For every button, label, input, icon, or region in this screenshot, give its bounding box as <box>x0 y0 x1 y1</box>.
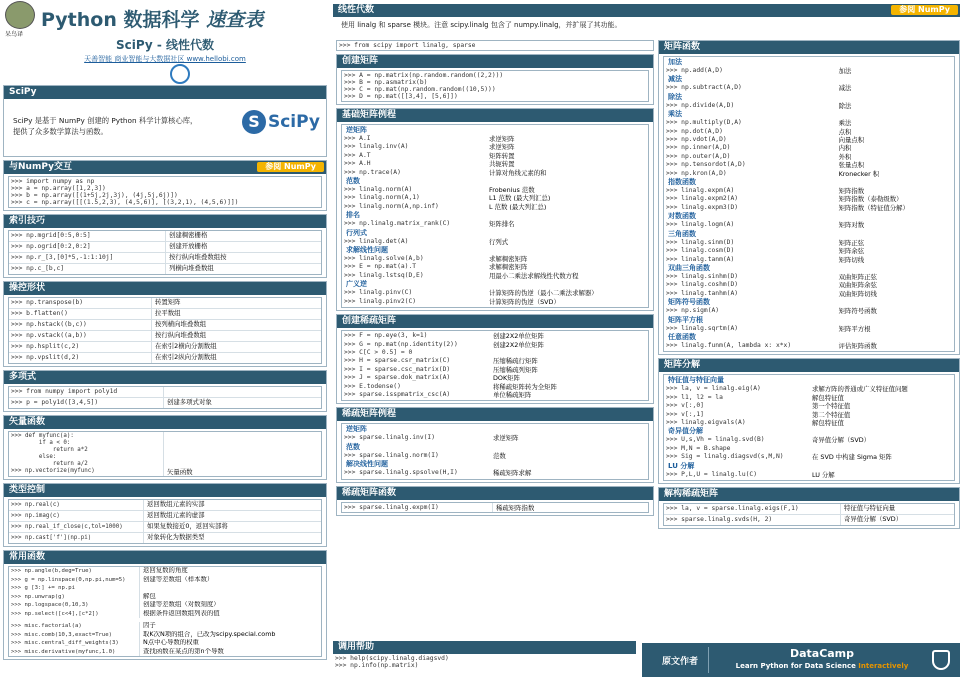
code-table: >>> def myfunc(a): if a < 0: return a*2 else: return a/2 >>> np.vectorize(myfunc) 矢量函数 <box>8 431 322 477</box>
index-tricks-section <box>3 214 327 278</box>
description-text: 矩阵转置 <box>489 151 515 160</box>
code-text: >>> np.vdot(A,D) <box>666 136 727 144</box>
code-text: >>> linalg.coshm(D) <box>666 281 739 289</box>
description-text: 单位稀疏矩阵 <box>493 390 532 399</box>
code-row <box>666 128 952 136</box>
code-text: >>> linalg.norm(A,np.inf) <box>344 202 439 210</box>
code-row <box>666 195 952 203</box>
code-row <box>344 366 646 374</box>
description-text: Kronecker 积 <box>838 169 880 178</box>
code-row <box>666 325 952 333</box>
code-row <box>344 169 646 177</box>
subsection-title: 加法 <box>668 58 682 66</box>
subsection-title: 广义逆 <box>346 280 367 289</box>
subsection-title: 双曲三角函数 <box>668 263 710 272</box>
code-text: >>> I = sparse.csc_matrix(D) <box>344 365 451 373</box>
code-text: >>> np.outer(A,D) <box>666 152 731 160</box>
scipy-intro: SciPy 是基于 NumPy 创建的 Python 科学计算核心库， 提供了众多数学算法与函数。 S SciPy <box>13 111 320 136</box>
code-text: >>> linalg.inv(A) <box>344 143 409 151</box>
code-text: >>> np.tensordot(A,D) <box>666 161 746 169</box>
code-text: >>> linalg.det(A) <box>344 237 409 245</box>
description-text: 共轭转置 <box>489 160 515 169</box>
code-text: >>> C[C > 0.5] = 0 <box>344 348 413 356</box>
code-row <box>344 143 646 151</box>
code-row <box>666 307 952 315</box>
subsection-title: 特征值与特征向量 <box>668 376 724 385</box>
sparse-routines-body <box>341 423 649 479</box>
code-row <box>666 402 952 410</box>
description-text: DOK矩阵 <box>493 374 520 383</box>
section-title: 类型控制 <box>4 484 326 497</box>
code-text: >>> np.subtract(A,D) <box>666 84 742 92</box>
code-row <box>344 289 646 297</box>
code-table: >>> np.angle(b,deg=True) 返回复数的角度 >>> g = np.linspace(0,np.pi,num=5) 创建等差数组（样本数） >>> g [3:] += np.pi >>> np.unwrap(g) 解包 >>> np.logspace(0,10,3) 创建等差数组（对数刻度） >>> np.select([c<4],[c*2]) 根据条件返回数组列表的值 >>> misc.factorial(a) 因子 >>> misc.comb(10,3,exact=True) 取K次N项的组合，已改为scipy.special.comb >>> misc.central_diff_weights(3) N点中心导数的权重 >>> misc.derivative(myfunc,1.0) 查找函数在某点的第n个导数 <box>8 566 322 657</box>
description-text: 创建2X2单位矩阵 <box>493 340 544 349</box>
section-title: 线性代数 参阅 NumPy <box>333 4 960 17</box>
middle-column <box>336 40 654 519</box>
tagline: Learn Python for Data Science Interactively <box>735 662 909 670</box>
code-table: >>> sparse.linalg.expm(I) 稀疏矩阵指数 <box>341 502 649 513</box>
description-text: 矩阵指数 <box>838 187 865 196</box>
scipy-logo-icon: S <box>242 110 266 134</box>
code-text: >>> l1, l2 = la <box>666 393 723 401</box>
subsection-title: 解决线性问题 <box>346 460 388 469</box>
subsection-title: 除法 <box>668 92 682 101</box>
create-matrix-section <box>336 54 654 105</box>
code-text: >>> H = sparse.csr_matrix(C) <box>344 357 451 365</box>
author-avatar <box>5 1 35 29</box>
description-text: 双曲矩阵正弦 <box>838 272 877 281</box>
code-row <box>344 238 646 246</box>
subsection-title: 矩阵符号函数 <box>668 298 710 307</box>
subsection-title: 范数 <box>346 442 360 451</box>
description-text: 减法 <box>838 84 852 93</box>
subsection-title: 矩阵平方根 <box>668 315 703 324</box>
code-row <box>666 119 952 127</box>
code-text: >>> linalg.expm2(A) <box>666 195 739 203</box>
author-label: 原文作者 <box>662 657 699 667</box>
description-text: 求解稠密矩阵 <box>489 263 528 272</box>
code-text: >>> np.divide(A,D) <box>666 101 735 109</box>
sparse-decomposition-section <box>658 487 960 529</box>
code-text: >>> v[:,0] <box>666 402 704 410</box>
code-row <box>344 357 646 365</box>
description-text: 求解稠密矩阵 <box>489 255 528 264</box>
description-text: 矩阵指数（特征值分解） <box>838 203 909 212</box>
code-text: >>> np.trace(A) <box>344 168 401 176</box>
description-text: 第一个特征值 <box>811 402 851 411</box>
code-text: >>> M,N = B.shape <box>666 444 731 452</box>
left-column <box>3 0 327 663</box>
description-text: 求解方阵的普通或广义特征值问题 <box>811 385 908 394</box>
right-column <box>658 40 960 532</box>
code-text: >>> linalg.eigvals(A) <box>666 418 746 426</box>
code-text: >>> linalg.sinhm(D) <box>666 272 739 280</box>
code-text: >>> linalg.funm(A, lambda x: x*x) <box>666 341 792 349</box>
description-text: 求逆矩阵 <box>489 135 515 143</box>
code-row <box>666 102 952 110</box>
description-text: Frobenius 范数 <box>489 186 535 195</box>
code-text: >>> linalg.norm(A) <box>344 186 413 194</box>
description-text: 压缩稀疏列矩阵 <box>493 365 538 374</box>
subsection-title: 行列式 <box>346 228 367 237</box>
description-text <box>809 445 952 453</box>
code-text: >>> J = sparse.dok_matrix(A) <box>344 374 451 382</box>
description-text: L1 范数 (最大列汇总) <box>489 194 551 203</box>
code-row <box>666 419 952 427</box>
code-row <box>344 391 646 399</box>
code-table: >>> np.transpose(b) 转置矩阵 >>> b.flatten() 拉平数组 >>> np.hstack((b,c)) 按列横向堆叠数组 >>> np.vstack((a,b)) 按行纵向堆叠数组 >>> np.hsplit(c,2) 在索引2横向分割数组 >>> np.vpslit(d,2) 在索引2纵向分割数组 <box>8 297 322 364</box>
subsection-title: 逆矩阵 <box>346 126 367 134</box>
code-text: >>> linalg.pinv(C) <box>344 289 413 297</box>
datacamp-shield-icon <box>932 650 950 670</box>
code-text: >>> linalg.tanm(A) <box>666 255 735 263</box>
code-text: >>> sparse.isspmatrix_csc(A) <box>344 390 451 398</box>
code-text: >>> linalg.solve(A,b) <box>344 255 424 263</box>
description-text: 双曲矩阵余弦 <box>838 281 877 290</box>
section-title: 矢量函数 <box>4 416 326 429</box>
code-row <box>666 170 952 178</box>
description-text: 范数 <box>493 451 506 460</box>
matrix-functions-section <box>658 40 960 355</box>
code-text: >>> linalg.tanhm(A) <box>666 289 739 297</box>
code-table: >>> la, v = sparse.linalg.eigs(F,1) 特征值与特征向量 >>> sparse.linalg.svds(H, 2) 奇异值分解（SVD） <box>663 503 955 526</box>
code-row <box>666 144 952 152</box>
code-row <box>344 263 646 271</box>
sparse-functions-section <box>336 486 654 516</box>
code-text: >>> np.inner(A,D) <box>666 144 731 152</box>
description-text <box>490 349 493 357</box>
description-text: 矩阵符号函数 <box>838 307 877 316</box>
code-block: >>> A = np.matrix(np.random.random((2,2))) >>> B = np.asmatrix(b) >>> C = np.mat(np.random.random((10,5))) >>> D = np.mat([[3,4], [5,6]]) <box>341 70 649 102</box>
description-text: 在 SVD 中构建 Sigma 矩阵 <box>811 453 892 462</box>
description-text: 压缩稀疏行矩阵 <box>493 357 538 366</box>
sparse-routines-section <box>336 407 654 482</box>
subsection-title: 对数函数 <box>668 212 696 221</box>
code-text: >>> np.multiply(D,A) <box>666 119 742 127</box>
description-text: 内积 <box>838 144 852 153</box>
subsection-title: LU 分解 <box>668 461 695 470</box>
subsection-title: 排名 <box>346 211 360 220</box>
code-row <box>344 469 646 477</box>
description-text: 矩阵排名 <box>489 220 515 229</box>
description-text: 加法 <box>838 67 852 75</box>
basic-routines-section <box>336 108 654 311</box>
common-functions-section <box>3 550 327 660</box>
description-text: 将稀疏矩阵转为全矩阵 <box>493 382 557 391</box>
description-text: 创建2X2单位矩阵 <box>493 332 544 341</box>
description-text: 求逆矩阵 <box>489 143 515 152</box>
code-row <box>666 187 952 195</box>
description-text: 乘法 <box>838 119 852 128</box>
code-row <box>666 342 952 350</box>
linalg-section <box>333 4 960 31</box>
polynomial-section <box>3 370 327 412</box>
code-row <box>666 84 952 92</box>
subsection-title: 指数函数 <box>668 178 696 187</box>
code-row <box>344 255 646 263</box>
code-row <box>666 453 952 461</box>
community-link[interactable]: 天善智能 商业智能与大数据社区 www.hellobi.com <box>84 55 246 63</box>
code-text: >>> linalg.logm(A) <box>666 221 735 229</box>
subsection-title: 范数 <box>346 177 360 186</box>
page-subtitle: SciPy - 线性代数 <box>115 38 215 52</box>
code-row <box>666 153 952 161</box>
subsection-title: 奇异值分解 <box>668 427 703 436</box>
subsection-title: 逆矩阵 <box>346 425 367 434</box>
code-row <box>344 434 646 442</box>
see-numpy-link[interactable]: 参阅 NumPy <box>257 162 324 172</box>
section-title: 解构稀疏矩阵 <box>659 488 959 501</box>
description-text: 矩阵切线 <box>838 255 865 264</box>
code-row <box>666 256 952 264</box>
subsection-title: 求解线性问题 <box>346 246 388 255</box>
code-text: >>> linalg.expm(A) <box>666 187 735 195</box>
code-text: >>> la, v = linalg.eig(A) <box>666 385 761 393</box>
code-text: >>> linalg.pinv2(C) <box>344 297 417 305</box>
sparse-create-section <box>336 314 654 404</box>
subsection-title: 乘法 <box>668 110 682 119</box>
section-title: 常用函数 <box>4 551 326 564</box>
see-numpy-link[interactable]: 参阅 NumPy <box>891 5 958 15</box>
scipy-logo: S SciPy <box>242 110 320 134</box>
code-text: >>> linalg.norm(A,1) <box>344 194 420 202</box>
section-title: 稀疏矩阵例程 <box>337 408 653 421</box>
code-row <box>344 203 646 211</box>
description-text: 矩阵平方根 <box>838 324 871 333</box>
description-text: L 范数 (最大列汇总) <box>489 202 547 211</box>
section-title: 操控形状 <box>4 282 326 295</box>
code-text: >>> linalg.expm3(D) <box>666 203 739 211</box>
code-row <box>344 374 646 382</box>
description-text: 奇异值分解（SVD） <box>811 436 871 445</box>
section-title: 索引技巧 <box>4 215 326 228</box>
linalg-intro: 使用 linalg 和 sparse 模块。注意 scipy.linalg 包含了 numpy.linalg，并扩展了其功能。 <box>341 21 622 29</box>
description-text: 第二个特征值 <box>811 410 851 419</box>
description-text: 矩阵正弦 <box>838 238 865 247</box>
description-text: 张量点积 <box>838 161 865 170</box>
code-table: >>> np.real(c) 返回数组元素的实部 >>> np.imag(c) 返回数组元素的虚部 >>> np.real_if_close(c,tol=1000) 如果复数接近0，返回实部将 >>> np.cast['f'](np.pi) 对象转化为数据类型 <box>8 499 322 544</box>
code-row <box>666 136 952 144</box>
scipy-section <box>3 85 327 157</box>
section-title: 与NumPy交互 参阅 NumPy <box>4 161 326 174</box>
code-row <box>666 385 952 393</box>
code-text: >>> linalg.sinm(D) <box>666 238 735 246</box>
code-row <box>666 239 952 247</box>
description-text: LU 分解 <box>811 470 835 479</box>
code-row <box>344 383 646 391</box>
numpy-interaction-section <box>3 160 327 211</box>
description-text: 外积 <box>838 152 852 161</box>
section-title: 稀疏矩阵函数 <box>337 487 653 500</box>
code-row <box>666 221 952 229</box>
code-table: >>> from numpy import poly1d >>> p = poly1d([3,4,5]) 创建多项式对象 <box>8 386 322 409</box>
description-text: 用最小二乘法求解线性代数方程 <box>489 271 579 280</box>
code-row <box>344 349 646 357</box>
code-block: >>> import numpy as np >>> a = np.array([1,2,3]) >>> b = np.array([(1+5j,2j,3j), (4j,5j,6j)]) >>> c = np.array([[(1.5,2,3), (4,5,6)], [(3,2,1), (4,5,6)]]) <box>8 176 322 208</box>
subsection-title: 减法 <box>668 75 682 84</box>
section-title: 矩阵分解 <box>659 359 959 372</box>
code-row <box>666 204 952 212</box>
code-row <box>666 67 952 75</box>
section-title: 调用帮助 <box>333 641 636 654</box>
code-text: >>> linalg.cosm(D) <box>666 247 735 255</box>
author-name: 呆鸟译 <box>5 31 24 38</box>
matrix-functions-body <box>663 56 955 352</box>
import-line: >>> from scipy import linalg, sparse <box>336 40 654 51</box>
description-text: 解包特征值 <box>811 393 844 402</box>
code-text: >>> v[:,1] <box>666 410 704 418</box>
section-title: 创建矩阵 <box>337 55 653 68</box>
section-title: 多项式 <box>4 371 326 384</box>
code-row <box>666 281 952 289</box>
subsection-title: 任意函数 <box>668 332 696 341</box>
code-text: >>> np.linalg.matrix_rank(C) <box>344 220 451 228</box>
description-text: 双曲矩阵切线 <box>838 289 877 298</box>
description-text: 稀疏矩阵求解 <box>493 469 532 478</box>
footer-banner <box>642 643 960 677</box>
type-control-section <box>3 483 327 547</box>
code-row <box>666 471 952 479</box>
section-title: 创建稀疏矩阵 <box>337 315 653 328</box>
code-text: >>> G = np.mat(np.identity(2)) <box>344 340 458 348</box>
code-text: >>> A.T <box>344 151 371 159</box>
description-text: 矩阵余弦 <box>838 247 865 256</box>
code-row <box>666 411 952 419</box>
description-text: 解包特征值 <box>811 418 844 427</box>
code-text: >>> linalg.sqrtm(A) <box>666 324 739 332</box>
code-text: >>> np.add(A,D) <box>666 67 723 74</box>
shape-section <box>3 281 327 367</box>
vectorize-section <box>3 415 327 480</box>
subsection-title: 三角函数 <box>668 229 696 238</box>
code-text: >>> E = np.mat(a).T <box>344 263 417 271</box>
code-row <box>344 272 646 280</box>
description-text: 计算矩阵的伪逆（最小二乘法求解器） <box>489 289 598 298</box>
code-text: >>> sparse.linalg.inv(I) <box>344 434 435 442</box>
description-text: 行列式 <box>489 237 509 246</box>
code-row <box>344 160 646 168</box>
section-title: SciPy <box>4 86 326 99</box>
code-text: >>> Sig = linalg.diagsvd(s,M,N) <box>666 453 784 461</box>
page-header <box>3 0 327 85</box>
code-text: >>> np.sigm(A) <box>666 307 720 315</box>
code-text: >>> A.H <box>344 160 371 168</box>
code-row <box>666 445 952 453</box>
code-row <box>666 436 952 444</box>
description-text: 点积 <box>838 127 852 136</box>
sparse-create-body <box>341 330 649 401</box>
code-text: >>> np.kron(A,D) <box>666 169 727 177</box>
code-row <box>666 273 952 281</box>
brand-name: DataCamp <box>789 647 855 660</box>
code-text: >>> U,s,Vh = linalg.svd(B) <box>666 436 765 444</box>
description-text: 矩阵对数 <box>838 221 865 230</box>
code-text: >>> sparse.linalg.spsolve(H,I) <box>344 469 458 477</box>
code-row <box>344 152 646 160</box>
hellobi-logo <box>170 64 190 84</box>
description-text: 除法 <box>838 101 852 110</box>
divider <box>708 647 709 673</box>
code-row <box>344 186 646 194</box>
code-row <box>666 161 952 169</box>
description-text: 矩阵指数（泰勒级数） <box>838 195 903 204</box>
basic-routines-body <box>341 124 649 308</box>
code-block: >>> help(scipy.linalg.diagsvd) >>> np.info(np.matrix) <box>335 655 449 669</box>
code-row <box>666 247 952 255</box>
code-row <box>344 298 646 306</box>
code-row <box>344 332 646 340</box>
code-row <box>344 452 646 460</box>
code-row <box>344 194 646 202</box>
description-text: 评估矩阵函数 <box>838 341 877 350</box>
description-text: 向量点积 <box>838 136 865 145</box>
code-text: >>> F = np.eye(3, k=1) <box>344 332 428 340</box>
description-text: 计算对角线元素的和 <box>489 168 547 177</box>
code-text: >>> sparse.linalg.norm(I) <box>344 451 439 459</box>
page-title: Python 数据科学 速查表 <box>41 9 264 31</box>
code-row <box>344 135 646 143</box>
description-text: 计算矩阵的伪逆（SVD） <box>489 297 560 306</box>
code-row <box>344 220 646 228</box>
code-text: >>> P,L,U = linalg.lu(C) <box>666 470 757 478</box>
code-row <box>666 290 952 298</box>
decomposition-section <box>658 358 960 484</box>
code-row <box>666 394 952 402</box>
section-title: 矩阵函数 <box>659 41 959 54</box>
code-text: >>> linalg.lstsq(D,E) <box>344 271 424 279</box>
code-text: >>> E.todense() <box>344 382 401 390</box>
description-text: 求逆矩阵 <box>493 434 519 443</box>
code-row <box>344 341 646 349</box>
code-text: >>> A.I <box>344 135 371 142</box>
code-text: >>> np.dot(A,D) <box>666 127 723 135</box>
section-title: 基础矩阵例程 <box>337 109 653 122</box>
code-table: >>> np.mgrid[0:5,0:5] 创建稠密栅格 >>> np.ogrid[0:2,0:2] 创建开放栅格 >>> np.r_[3,[0]*5,-1:1:10j] 按行纵向堆叠数组按 >>> np.c_[b,c] 列横向堆叠数组 <box>8 230 322 275</box>
help-section <box>333 641 636 670</box>
decomposition-body <box>663 374 955 481</box>
